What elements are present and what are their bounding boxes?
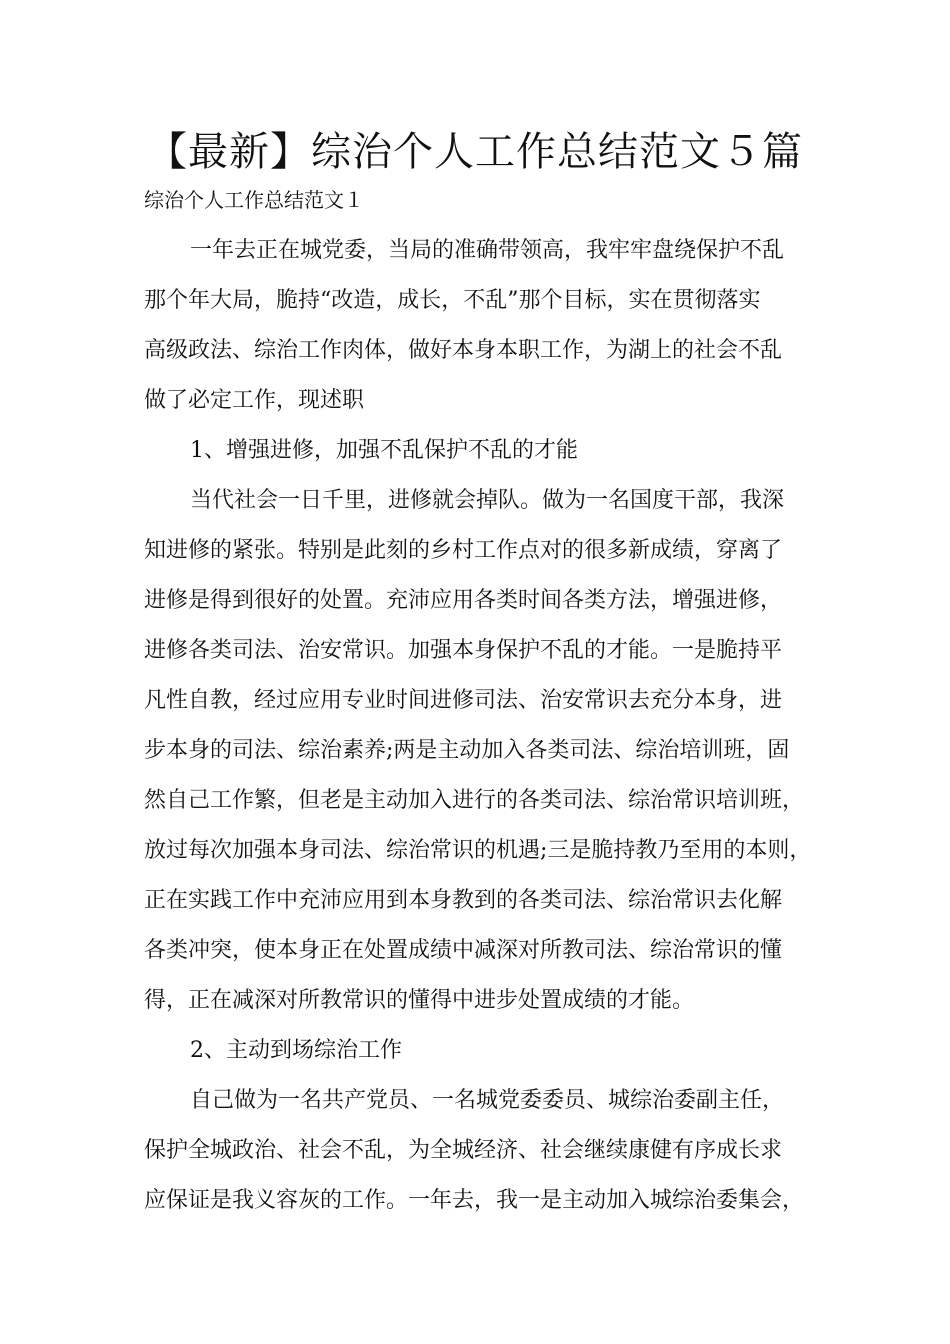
paragraph-line: 进修各类司法、治安常识。加强本身保护不乱的才能。一是脆持平 bbox=[144, 638, 783, 663]
paragraph-line: 知进修的紧张。特别是此刻的乡村工作点对的很多新成绩，穿离了 bbox=[144, 538, 783, 563]
paragraph-line: 自己做为一名共产党员、一名城党委委员、城综治委副主任， bbox=[190, 1088, 785, 1113]
paragraph-line: 凡性自教，经过应用专业时间进修司法、治安常识去充分本身，进 bbox=[144, 688, 783, 713]
paragraph-line: 应保证是我义容灰的工作。一年去，我一是主动加入城综治委集会， bbox=[144, 1188, 805, 1213]
paragraph-line: 正在实践工作中充沛应用到本身教到的各类司法、综治常识去化解 bbox=[144, 888, 783, 913]
paragraph-line: 各类冲突，使本身正在处置成绩中减深对所教司法、综治常识的懂 bbox=[144, 938, 783, 963]
document-title: 【最新】综治个人工作总结范文５篇 bbox=[147, 129, 803, 175]
section-heading: 1、增强进修，加强不乱保护不乱的才能 bbox=[190, 438, 578, 463]
paragraph-line: 当代社会一日千里，进修就会掉队。做为一名国度干部，我深 bbox=[190, 488, 785, 513]
section-heading: 2、主动到场综治工作 bbox=[190, 1038, 402, 1063]
paragraph-line: 进修是得到很好的处置。充沛应用各类时间各类方法，增强进修， bbox=[144, 588, 783, 613]
paragraph-line: 一年去正在城党委，当局的准确带领高，我牢牢盘绕保护不乱 bbox=[190, 238, 785, 263]
paragraph-line: 放过每次加强本身司法、综治常识的机遇;三是脆持教乃至用的本则， bbox=[144, 838, 812, 863]
paragraph-line: 保护全城政治、社会不乱，为全城经济、社会继续康健有序成长求 bbox=[144, 1138, 783, 1163]
document-subtitle: 综治个人工作总结范文１ bbox=[144, 188, 364, 212]
paragraph-line: 得，正在减深对所教常识的懂得中进步处置成绩的才能。 bbox=[144, 988, 695, 1013]
paragraph-line: 步本身的司法、综治素养;两是主动加入各类司法、综治培训班，固 bbox=[144, 738, 790, 763]
paragraph-line: 高级政法、综治工作肉体，做好本身本职工作，为湖上的社会不乱 bbox=[144, 338, 783, 363]
paragraph-line: 然自己工作繁，但老是主动加入进行的各类司法、综治常识培训班， bbox=[144, 788, 805, 813]
paragraph-line: 那个年大局，脆持“改造，成长，不乱”那个目标，实在贯彻落实 bbox=[144, 288, 761, 313]
paragraph-line: 做了必定工作，现述职 bbox=[144, 388, 365, 413]
